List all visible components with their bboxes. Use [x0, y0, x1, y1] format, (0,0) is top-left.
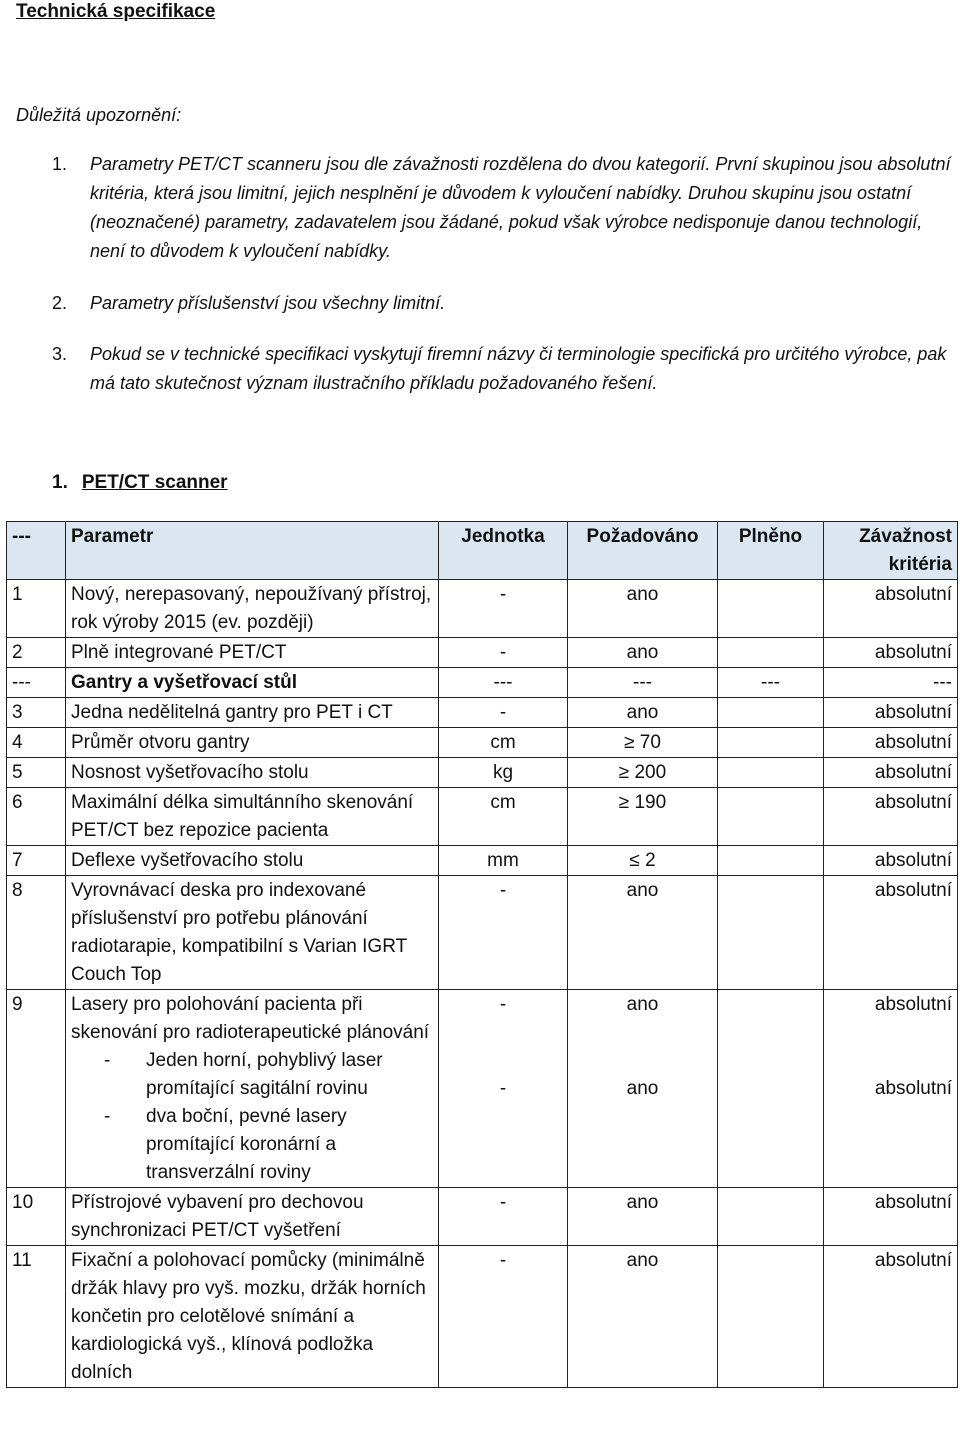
row-required-value: ano	[626, 994, 659, 1015]
row-parameter: Plně integrované PET/CT	[66, 638, 439, 668]
row-parameter: Vyrovnávací deska pro indexované příslušenství pro potřebu plánování radiotarapie, kompatibilní s Varian IGRT Couch Top	[66, 876, 439, 990]
row-unit: kg	[439, 758, 568, 788]
row-required: ≥ 70	[568, 728, 718, 758]
notice-text: Pokud se v technické specifikaci vyskytují firemní názvy či terminologie specifická pro určitého výrobce, pak má tato skutečnost význam ilustračního příkladu požadovaného řešení.	[90, 344, 947, 393]
row-parameter: Fixační a polohovací pomůcky (minimálně držák hlavy pro vyš. mozku, držák horních končetin pro celotělové snímání a kardiologická vyš., klínová podložka dolních	[66, 1246, 439, 1388]
row-parameter	[66, 990, 439, 1188]
notice-text: Parametry příslušenství jsou všechny limitní.	[90, 293, 446, 313]
row-met	[718, 638, 824, 668]
table-row	[7, 1246, 958, 1388]
row-number: 3	[7, 698, 66, 728]
row-parameter: Maximální délka simultánního skenování PET/CT bez repozice pacienta	[66, 788, 439, 846]
row-parameter-text: Lasery pro polohování pacienta při skenování pro radioterapeutické plánování	[71, 994, 430, 1043]
header-required: Požadováno	[568, 522, 718, 580]
row-required: ano	[568, 1246, 718, 1388]
notice-item	[52, 289, 952, 318]
row-number: 4	[7, 728, 66, 758]
row-parameter: Přístrojové vybavení pro dechovou synchronizaci PET/CT vyšetření	[66, 1188, 439, 1246]
row-severity: absolutní	[824, 846, 958, 876]
row-number: 11	[7, 1246, 66, 1388]
header-unit: Jednotka	[439, 522, 568, 580]
row-number: 9	[7, 990, 66, 1188]
table-row	[7, 698, 958, 728]
sub-item-required: ano	[626, 1078, 659, 1099]
table-row	[7, 580, 958, 638]
row-severity: absolutní	[824, 580, 958, 638]
row-unit: ---	[439, 668, 568, 698]
notice-list	[52, 289, 952, 318]
notice-text: Parametry PET/CT scanneru jsou dle závažnosti rozdělena do dvou kategorií. První skupinou jsou absolutní kritéria, která jsou limitní, jejich nesplnění je důvodem k vyloučení nabídky. Druhou skupinu jsou ostatní (neoznačené) parametry, zadavatelem jsou žádané, pokud však výrobce nedisponuje danou technologií, není to důvodem k vyloučení nabídky.	[90, 154, 951, 261]
row-required: ---	[568, 668, 718, 698]
sub-item-unit: -	[499, 1078, 507, 1099]
sub-item-text: Jeden horní, pohyblivý laser promítající sagitální rovinu	[146, 1050, 383, 1099]
section-title: PET/CT scanner	[81, 472, 228, 493]
row-severity: absolutní	[824, 1246, 958, 1388]
row-severity: absolutní	[824, 1188, 958, 1246]
section-heading	[52, 470, 228, 496]
sub-item-list	[71, 1047, 433, 1187]
row-met	[718, 698, 824, 728]
row-parameter: Jedna nedělitelná gantry pro PET i CT	[66, 698, 439, 728]
row-met	[718, 1246, 824, 1388]
row-met	[718, 990, 824, 1188]
row-parameter: Nosnost vyšetřovacího stolu	[66, 758, 439, 788]
notice-number: 1.	[52, 154, 68, 174]
row-met: ---	[718, 668, 824, 698]
row-required: ano	[568, 698, 718, 728]
notice-item	[52, 340, 952, 398]
row-severity	[824, 990, 958, 1188]
row-parameter: Deflexe vyšetřovacího stolu	[66, 846, 439, 876]
row-met	[718, 788, 824, 846]
row-unit: mm	[439, 846, 568, 876]
row-required: ano	[568, 580, 718, 638]
row-required: ano	[568, 876, 718, 990]
row-unit: -	[439, 876, 568, 990]
notice-list	[52, 150, 952, 266]
row-number: 8	[7, 876, 66, 990]
row-severity-value: absolutní	[874, 994, 952, 1015]
row-severity: ---	[824, 668, 958, 698]
table-row	[7, 990, 958, 1188]
row-number: 1	[7, 580, 66, 638]
header-num: ---	[7, 522, 66, 580]
table-row	[7, 638, 958, 668]
row-met	[718, 580, 824, 638]
row-required: ≥ 200	[568, 758, 718, 788]
table-row	[7, 728, 958, 758]
row-met	[718, 1188, 824, 1246]
row-number: 10	[7, 1188, 66, 1246]
row-severity: absolutní	[824, 758, 958, 788]
row-unit-value: -	[499, 994, 507, 1015]
section-number: 1.	[52, 472, 68, 493]
row-severity: absolutní	[824, 728, 958, 758]
row-unit	[439, 990, 568, 1188]
row-unit: -	[439, 638, 568, 668]
row-met	[718, 728, 824, 758]
row-unit: cm	[439, 728, 568, 758]
row-severity: absolutní	[824, 698, 958, 728]
notice-number: 2.	[52, 293, 68, 313]
header-parameter: Parametr	[66, 522, 439, 580]
row-met	[718, 758, 824, 788]
row-met	[718, 846, 824, 876]
notice-number: 3.	[52, 344, 68, 364]
row-unit: -	[439, 1246, 568, 1388]
row-required: ≥ 190	[568, 788, 718, 846]
dash-bullet: -	[104, 1050, 111, 1071]
table-row	[7, 788, 958, 846]
row-unit: -	[439, 698, 568, 728]
row-required: ano	[568, 1188, 718, 1246]
page-title: Technická specifikace	[16, 1, 216, 22]
specification-table	[6, 521, 958, 1388]
table-row	[7, 1188, 958, 1246]
row-parameter: Nový, nerepasovaný, nepoužívaný přístroj, rok výroby 2015 (ev. později)	[66, 580, 439, 638]
row-severity: absolutní	[824, 638, 958, 668]
row-severity: absolutní	[824, 788, 958, 846]
dash-bullet: -	[104, 1106, 111, 1127]
sub-item-text: dva boční, pevné lasery promítající koronární a transverzální roviny	[146, 1106, 347, 1183]
subheading-title: Gantry a vyšetřovací stůl	[66, 668, 439, 698]
row-required	[568, 990, 718, 1188]
header-severity: Závažnost kritéria	[824, 522, 958, 580]
table-row	[7, 876, 958, 990]
notice-item	[52, 150, 952, 266]
table-row	[7, 758, 958, 788]
row-parameter: Průměr otvoru gantry	[66, 728, 439, 758]
row-number: 5	[7, 758, 66, 788]
row-unit: cm	[439, 788, 568, 846]
row-unit: -	[439, 1188, 568, 1246]
sub-item	[104, 1103, 433, 1187]
sub-item-severity: absolutní	[874, 1078, 952, 1099]
header-met: Plněno	[718, 522, 824, 580]
row-required: ano	[568, 638, 718, 668]
table-header-row	[7, 522, 958, 580]
row-number: 2	[7, 638, 66, 668]
row-met	[718, 876, 824, 990]
notice-heading: Důležitá upozornění:	[16, 105, 182, 125]
sub-item	[104, 1047, 433, 1103]
row-number: 6	[7, 788, 66, 846]
table-row	[7, 846, 958, 876]
row-required: ≤ 2	[568, 846, 718, 876]
table-subheading-row	[7, 668, 958, 698]
notice-list	[52, 340, 952, 398]
row-number: ---	[7, 668, 66, 698]
row-severity: absolutní	[824, 876, 958, 990]
row-number: 7	[7, 846, 66, 876]
row-unit: -	[439, 580, 568, 638]
